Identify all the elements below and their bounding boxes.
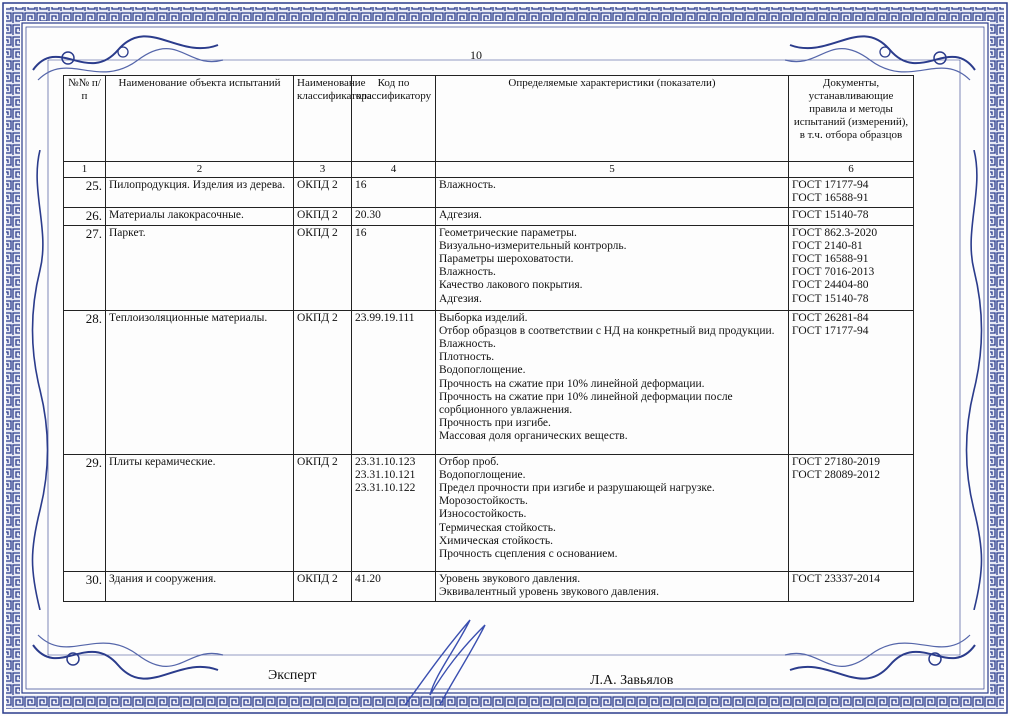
- object-name: Здания и сооружения.: [106, 571, 294, 601]
- side-ornament-left: [28, 150, 52, 610]
- classifier-name: ОКПД 2: [294, 225, 352, 310]
- handwritten-signature: [400, 615, 490, 710]
- test-documents: ГОСТ 15140-78: [789, 207, 914, 225]
- column-number: 5: [436, 162, 789, 178]
- object-name: Паркет.: [106, 225, 294, 310]
- row-number: 30.: [64, 571, 106, 601]
- header-characteristics: Определяемые характеристики (показатели): [436, 76, 789, 162]
- column-number-row: [64, 162, 914, 178]
- test-documents: ГОСТ 27180-2019 ГОСТ 28089-2012: [789, 454, 914, 571]
- object-name: Пилопродукция. Изделия из дерева.: [106, 178, 294, 207]
- characteristics: Влажность.: [436, 178, 789, 207]
- classifier-name: ОКПД 2: [294, 571, 352, 601]
- characteristics: Отбор проб. Водопоглощение. Предел прочности при изгибе и разрушающей нагрузке. Морозостойкость. Износостойкость. Термическая стойкость. Химическая стойкость. Прочность сцепления с основанием.: [436, 454, 789, 571]
- classifier-code: 23.31.10.123 23.31.10.121 23.31.10.122: [352, 454, 436, 571]
- signature-role: Эксперт: [268, 668, 317, 683]
- row-number: 28.: [64, 310, 106, 454]
- object-name: Материалы лакокрасочные.: [106, 207, 294, 225]
- corner-ornament-bottom-left: [28, 625, 228, 687]
- object-name: Теплоизоляционные материалы.: [106, 310, 294, 454]
- classifier-name: ОКПД 2: [294, 310, 352, 454]
- classifier-code: 16: [352, 225, 436, 310]
- test-documents: ГОСТ 862.3-2020 ГОСТ 2140-81 ГОСТ 16588-91 ГОСТ 7016-2013 ГОСТ 24404-80 ГОСТ 15140-78: [789, 225, 914, 310]
- test-documents: ГОСТ 17177-94 ГОСТ 16588-91: [789, 178, 914, 207]
- row-number: 25.: [64, 178, 106, 207]
- column-number: 2: [106, 162, 294, 178]
- accreditation-scope-table: [63, 75, 914, 602]
- classifier-name: ОКПД 2: [294, 207, 352, 225]
- column-number: 4: [352, 162, 436, 178]
- classifier-code: 20.30: [352, 207, 436, 225]
- table-header-row: [64, 76, 914, 162]
- classifier-name: ОКПД 2: [294, 178, 352, 207]
- object-name: Плиты керамические.: [106, 454, 294, 571]
- table-row: [64, 310, 914, 454]
- page-number: 10: [470, 48, 482, 62]
- classifier-code: 23.99.19.111: [352, 310, 436, 454]
- table-body: [64, 178, 914, 601]
- characteristics: Адгезия.: [436, 207, 789, 225]
- table-row: [64, 225, 914, 310]
- header-documents: Документы, устанавливающие правила и методы испытаний (измерений), в т.ч. отбора образцов: [789, 76, 914, 162]
- signature-name: Л.А. Завьялов: [590, 673, 674, 688]
- test-documents: ГОСТ 23337-2014: [789, 571, 914, 601]
- column-number: 1: [64, 162, 106, 178]
- characteristics: Уровень звукового давления. Эквивалентный уровень звукового давления.: [436, 571, 789, 601]
- column-number: 6: [789, 162, 914, 178]
- classifier-name: ОКПД 2: [294, 454, 352, 571]
- header-object: Наименование объекта испытаний: [106, 76, 294, 162]
- classifier-code: 16: [352, 178, 436, 207]
- characteristics: Геометрические параметры. Визуально-измерительный контрорль. Параметры шероховатости. Влажность. Качество лакового покрытия. Адгезия.: [436, 225, 789, 310]
- table-row: [64, 178, 914, 207]
- corner-ornament-bottom-right: [780, 625, 980, 687]
- column-number: 3: [294, 162, 352, 178]
- row-number: 27.: [64, 225, 106, 310]
- header-code: Код по классификатору: [352, 76, 436, 162]
- header-classifier: Наименование классификатора: [294, 76, 352, 162]
- classifier-code: 41.20: [352, 571, 436, 601]
- table-row: [64, 454, 914, 571]
- header-number: №№ п/п: [64, 76, 106, 162]
- table-row: [64, 571, 914, 601]
- row-number: 29.: [64, 454, 106, 571]
- test-documents: ГОСТ 26281-84 ГОСТ 17177-94: [789, 310, 914, 454]
- side-ornament-right: [962, 150, 986, 610]
- table-row: [64, 207, 914, 225]
- row-number: 26.: [64, 207, 106, 225]
- characteristics: Выборка изделий. Отбор образцов в соответствии с НД на конкретный вид продукции. Влажность. Плотность. Водопоглощение. Прочность на сжатие при 10% линейной деформации. Прочность на сжатие при 10% линейной деформации после сорбционного увлажнения. Прочность при изгибе. Массовая доля органических веществ.: [436, 310, 789, 454]
